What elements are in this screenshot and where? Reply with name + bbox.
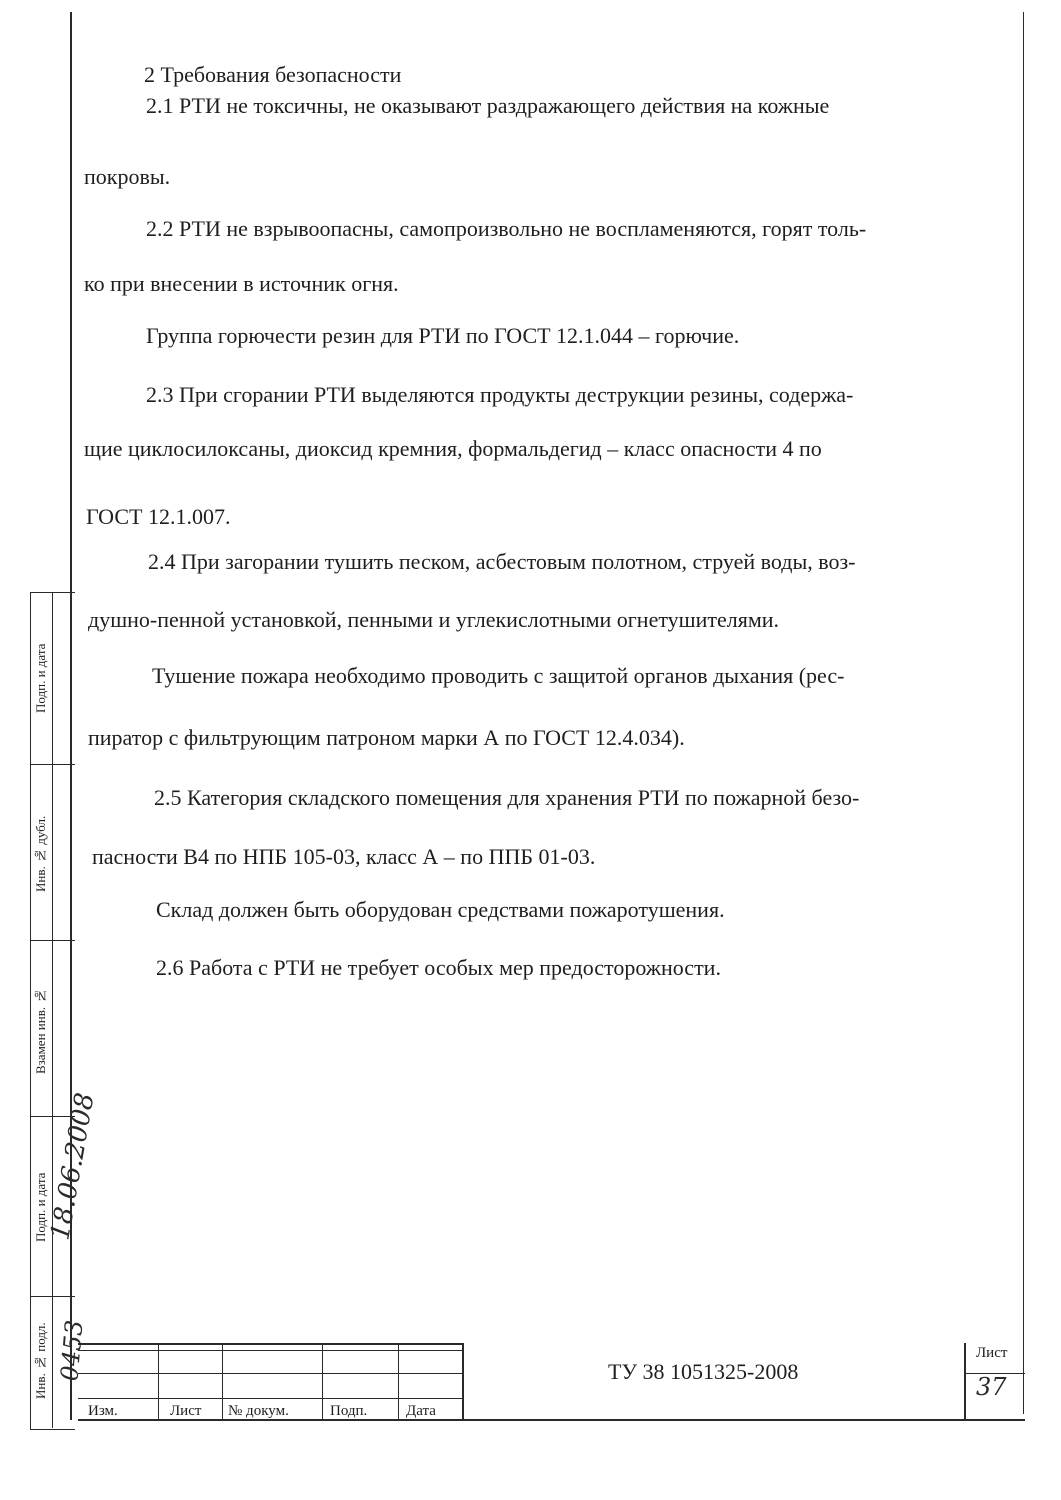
title-block-line — [222, 1343, 223, 1420]
side-label: Инв. № подл. — [33, 1322, 48, 1400]
side-stamp — [30, 592, 101, 1428]
column-label-sign: Подп. — [330, 1403, 368, 1419]
text-line: 2.6 Работа с РТИ не требует особых мер предосторожности. — [156, 955, 721, 980]
sheet-label: Лист — [976, 1345, 1008, 1361]
title-block-line — [78, 1350, 462, 1351]
text-line: Склад должен быть оборудован средствами пожаротушения. — [156, 897, 725, 922]
side-label: Инв. № дубл. — [33, 815, 48, 893]
text-line: Тушение пожара необходимо проводить с защитой органов дыхания (рес- — [152, 663, 845, 688]
text-line: ГОСТ 12.1.007. — [86, 504, 231, 529]
frame-right-border — [1023, 12, 1024, 1414]
text-line: щие циклосилоксаны, диоксид кремния, формальдегид – класс опасности 4 по — [84, 436, 822, 461]
text-line: 2.5 Категория складского помещения для хранения РТИ по пожарной безо- — [154, 785, 860, 810]
handwritten-date: 18.06.2008 — [45, 1090, 101, 1243]
title-block-line — [78, 1343, 462, 1345]
column-label-izm: Изм. — [88, 1403, 118, 1419]
text-line: пасности В4 по НПБ 105-03, класс А – по ППБ 01-03. — [92, 844, 596, 869]
title-block-line — [462, 1343, 464, 1420]
sheet-number: 37 — [976, 1373, 1007, 1401]
section-heading: 2 Требования безопасности — [144, 62, 402, 87]
text-line: пиратор с фильтрующим патроном марки А по ГОСТ 12.4.034). — [88, 725, 685, 750]
text-line: 2.1 РТИ не токсичны, не оказывают раздражающего действия на кожные — [146, 93, 830, 118]
column-label-doc-number: № докум. — [228, 1403, 289, 1419]
handwritten-inv-number: 0453 — [55, 1318, 89, 1383]
column-label-list: Лист — [170, 1403, 202, 1419]
title-block-line — [398, 1343, 399, 1420]
text-line: ко при внесении в источник огня. — [84, 271, 399, 296]
side-label: Взамен инв. № — [33, 988, 48, 1074]
title-block-line — [322, 1343, 323, 1420]
title-block-line — [158, 1343, 159, 1420]
side-label: Подп. и дата — [33, 643, 48, 713]
column-label-date: Дата — [406, 1403, 436, 1419]
text-line: 2.3 При сгорании РТИ выделяются продукты деструкции резины, содержа- — [146, 382, 854, 407]
side-label: Подп. и дата — [33, 1172, 48, 1242]
title-block-line — [964, 1343, 966, 1420]
document-code: ТУ 38 1051325-2008 — [608, 1359, 799, 1384]
text-line: душно-пенной установкой, пенными и углекислотными огнетушителями. — [88, 607, 780, 632]
text-line: покровы. — [84, 164, 171, 189]
title-block-line — [78, 1398, 462, 1399]
title-block — [78, 1343, 1025, 1420]
text-line: 2.2 РТИ не взрывоопасны, самопроизвольно не воспламеняются, горят толь- — [146, 216, 867, 241]
text-line: 2.4 При загорании тушить песком, асбестовым полотном, струей воды, воз- — [148, 549, 856, 574]
side-divider — [52, 592, 53, 1428]
text-line: Группа горючести резин для РТИ по ГОСТ 12.1.044 – горючие. — [146, 323, 740, 348]
title-block-line — [78, 1373, 462, 1374]
